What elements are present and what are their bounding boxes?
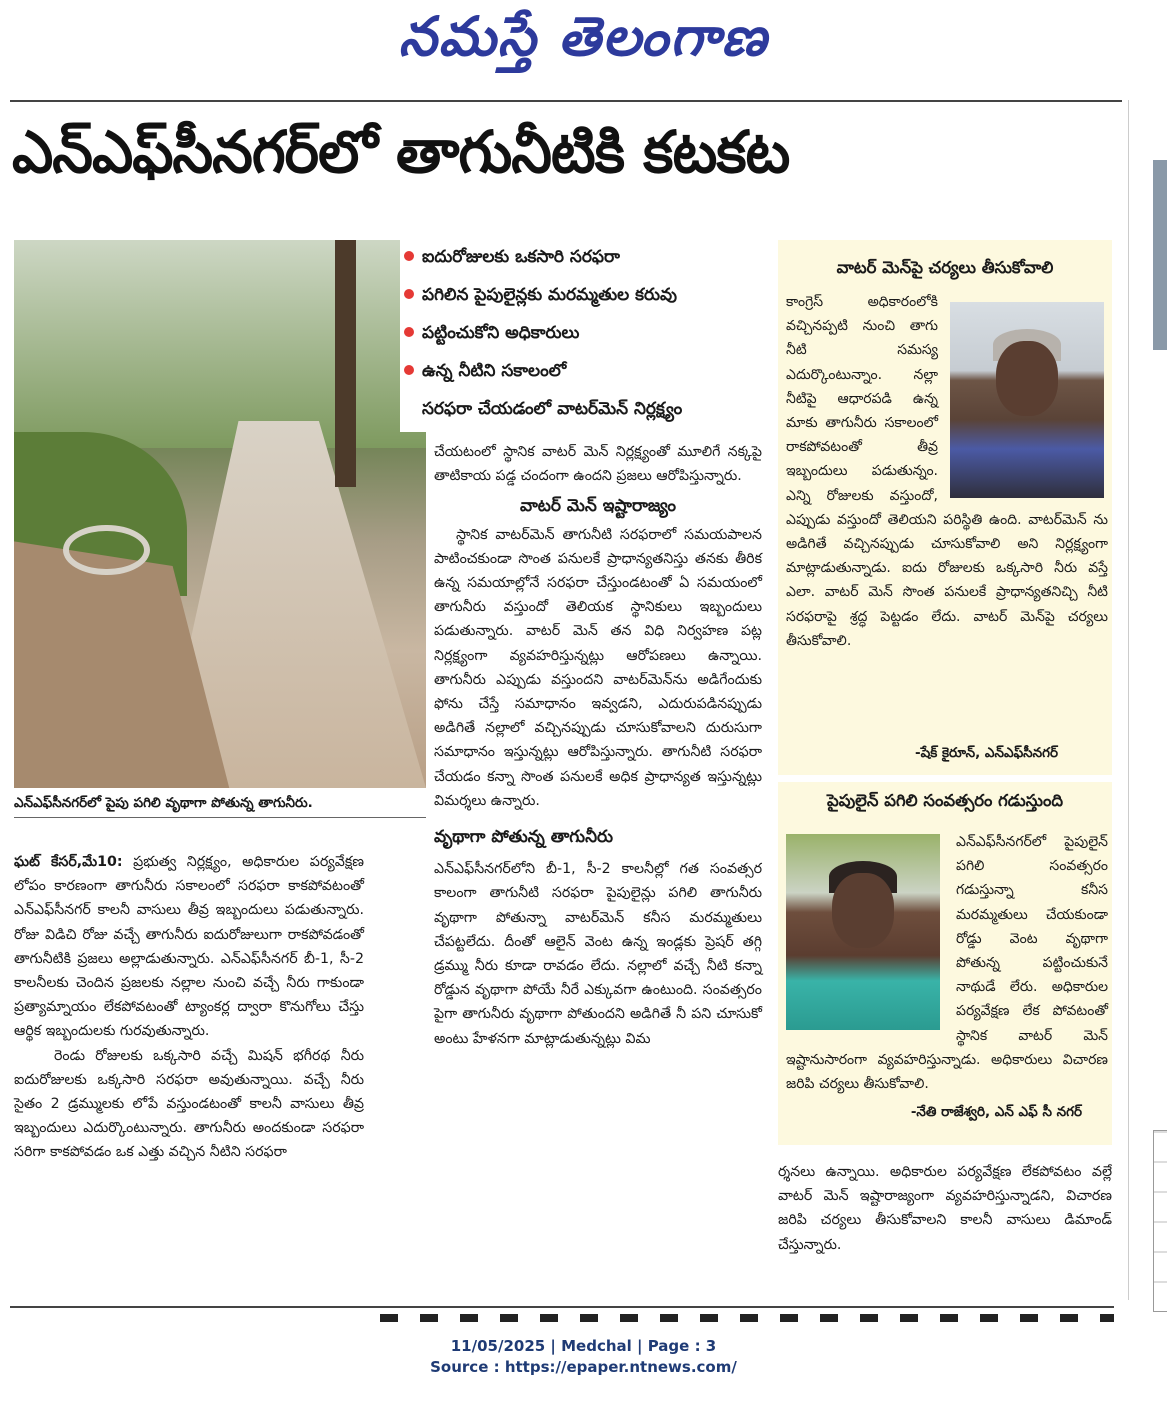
bullet-item	[404, 280, 774, 318]
bullet-text: సరఫరా చేయడంలో వాటర్‌మెన్ నిర్లక్ష్యం	[422, 399, 683, 419]
bullet-dot-icon	[404, 327, 414, 337]
bottom-rule	[10, 1306, 1114, 1308]
subhead-wasted-water: వృథాగా పోతున్న తాగునీరు	[434, 827, 613, 848]
left-para-1-text: ప్రభుత్వ నిర్లక్ష్యం, అధికారుల పర్యవేక్షణ లోపం కారణంగా తాగునీరు సకాలంలో సరఫరా కాకపోవటంతో ఎన్‌ఎఫ్‌సీనగర్ కాలనీ వాసులు తీవ్ర ఇబ్బందులు పడుతున్నారు. రోజు విడిచి రోజు వచ్చే తాగునీరు ఐదురోజులుగా రాకపోవడంతో తాగునీటికి ప్రజలు అల్లాడుతున్నారు. ఎన్‌ఎఫ్‌సీనగర్ బీ-1, సీ-2 కాలనీలకు చెందిన ప్రజలకు నల్లాల నుంచి వచ్చే నీరు గాకుండా ప్రత్యామ్నాయం లేకపోవటంతో ట్యాంకర్ల ద్వారా కొనుగోలు చేస్తు ఆర్థిక ఇబ్బందులకు గురవుతున్నారు.	[14, 854, 364, 1040]
headline: ఎన్‌ఎఫ్‌సీనగర్‌లో తాగునీటికి కటకట	[12, 118, 790, 186]
bullet-item	[404, 242, 774, 280]
bullet-item-continuation	[404, 394, 774, 432]
middle-column	[434, 440, 762, 1051]
opinion-box-2-signature: -నేతి రాజేశ్వరి, ఎన్ ఎఫ్ సీ నగర్	[910, 1104, 1082, 1120]
opinion-box-1-signature: -షేక్ కైరూన్, ఎన్‌ఎఫ్‌సీనగర్	[915, 745, 1058, 761]
masthead: నమస్తే తెలంగాణ	[398, 4, 769, 68]
road-water-leak-photo	[14, 240, 426, 788]
photo-sky	[14, 240, 426, 448]
middle-para-2: స్థానిక వాటర్‌మెన్ తాగునీటి సరఫరాలో సమయపాలన పాటించకుండా సొంత పనులకే ప్రాధాన్యతనిస్తు తనకు తీరిక ఉన్న సమయాల్లోనే సరఫరా చేస్తుండటంతో ఏ సమయంలో తాగునీరు వస్తుందో తెలియక స్థానికులు ఇబ్బందులు పడుతున్నారు. వాటర్ మెన్ తన విధి నిర్వహణ పట్ల నిర్లక్ష్యంగా వ్యవహరిస్తున్నట్లు ఆరోపణలు ఉన్నాయి. తాగునీరు ఎప్పుడు వస్తుందని వాటర్‌మెన్‌ను అడిగేందుకు ఫోను చేస్తే సమాధానం ఇవ్వడని, ఎదురుపడినప్పుడు అడిగితే నల్లాలో వచ్చినప్పుడు చూసుకోవాలని దురుసుగా సమాధానం ఇస్తున్నట్లు ఆరోపిస్తున్నారు. తాగునీటి సరఫరా చేయడం కన్నా సొంత పనులకే అధిక ప్రాధాన్యత ఇస్తున్నట్లు విమర్శలు ఉన్నారు.	[434, 526, 762, 809]
middle-para-3: ఎన్‌ఎఫ్‌సీనగర్‌లోని బీ-1, సీ-2 కాలనీల్లో గత సంవత్సర కాలంగా తాగునీటి సరఫరా పైపులైన్లు పగిలి తాగునీరు వృథాగా పోతున్నా వాటర్‌మెన్ కనీస మరమ్మతులు చేపట్టలేదు. దీంతో ఆలైన్ వెంట ఉన్న ఇండ్లకు ప్రెషర్ తగ్గి డ్రమ్ము నీరు కూడా రావడం లేదు. నల్లాలో వచ్చే నీటి కన్నా రోడ్డున వృథాగా పోయే నీరే ఎక్కువగా ఉంటుంది. సంవత్సరం పైగా తాగునీరు వృథాగా పోతుందని అడిగితే నీ పని చూసుకో అంటు హేళనగా మాట్లాడుతున్నట్లు విమ	[434, 861, 762, 1047]
opinion-box-2-heading: పైపులైన్ పగిలి సంవత్సరం గడుస్తుంది	[826, 791, 1064, 810]
subhead-waterman: వాటర్ మెన్ ఇష్టారాజ్యం	[519, 496, 677, 517]
highlight-bullets	[400, 238, 774, 432]
photo-tire	[63, 525, 149, 575]
opinion-box-1-heading: వాటర్ మెన్‌పై చర్యలు తీసుకోవాలి	[836, 258, 1054, 277]
footer-source-link[interactable]: Source : https://epaper.ntnews.com/	[430, 1358, 737, 1376]
adjacent-page-photo	[1153, 160, 1167, 350]
right-continuation: ర్శనలు ఉన్నాయి. అధికారుల పర్యవేక్షణ లేకపోవటం వల్లే వాటర్ మెన్ ఇష్టారాజ్యంగా వ్యవహరిస్తున్నాడని, విచారణ జరిపి చర్యలు తీసుకోవాలని కాలనీ వాసులు డిమాండ్ చేస్తున్నారు.	[778, 1164, 1112, 1253]
left-para-1	[14, 850, 364, 1044]
bullet-text: ఉన్న నీటిని సకాలంలో	[422, 361, 567, 381]
opinion-box-2	[778, 782, 1112, 1145]
left-para-2: రెండు రోజులకు ఒక్కసారి వచ్చే మిషన్ భగీరథ నీరు ఐదురోజులకు ఒక్కసారి సరఫరా అవుతున్నాయి. వచ్చే నీరు సైతం 2 డ్రమ్ములకు లోపే వస్తుండటంతో కాలనీ వాసులు తీవ్ర ఇబ్బందులు ఎదుర్కొంటున్నారు. తాగునీరు అందకుండా సరఫరా సరిగా కాకపోవడం ఒక ఎత్తు వచ్చిన నీటిని సరఫరా	[14, 1047, 364, 1161]
page-footer	[0, 1336, 1167, 1378]
masthead-rule	[10, 100, 1122, 102]
bullet-item	[404, 356, 774, 394]
next-article-strip	[10, 1312, 1114, 1322]
adjacent-page-table	[1153, 1130, 1167, 1312]
opinion-box-1-text: కాంగ్రెస్ అధికారంలోకి వచ్చినప్పటి నుంచి తాగు నీటి సమస్య ఎదుర్కొంటున్నాం. నల్లా నీటిపై ఆధారపడి ఉన్న మాకు తాగునీరు సకాలంలో రాకపోవటంతో తీవ్ర ఇబ్బందులు పడుతున్నం. ఎన్ని రోజులకు వస్తుందో, ఎప్పుడు వస్తుందో తెలియని పరిస్థితి ఉంది. వాటర్‌మెన్ ను అడిగితే వచ్చినప్పుడు చూసుకోవాలి అని నిర్లక్ష్యంగా మాట్లాడుతున్నాడు. ఐదు రోజులకు ఒక్కసారి నీరు వస్తే ఎలా. వాటర్ మెన్ సొంత పనులకే ప్రాధాన్యతనిచ్చి నీటి సరఫరాపై శ్రద్ధ పెట్టడం లేదు. వాటర్ మెన్‌పై చర్యలు తీసుకోవాలి.	[786, 294, 1108, 649]
photo-caption: ఎన్‌ఎఫ్‌సీనగర్‌లో పైపు పగిలి వృథాగా పోతున్న తాగునీరు.	[14, 795, 426, 818]
opinion-box-1	[778, 240, 1112, 775]
bullet-text: పగిలిన పైపులైన్లకు మరమ్మతుల కరువు	[422, 285, 677, 305]
bullet-dot-icon	[404, 365, 414, 375]
middle-para-1: చేయటంలో స్థానిక వాటర్ మెన్ నిర్లక్ష్యంతో మూలిగే నక్కపై తాటికాయ పడ్డ చందంగా ఉందని ప్రజలు ఆరోపిస్తున్నారు.	[434, 444, 762, 485]
photo-tree-trunk	[335, 240, 356, 487]
dateline: ఘట్ కేసర్,మే10:	[14, 854, 123, 870]
bullet-text: పట్టించుకోని అధికారులు	[422, 323, 580, 343]
footer-date-edition: 11/05/2025 | Medchal | Page : 3	[450, 1337, 717, 1355]
bullet-dot-icon	[404, 251, 414, 261]
bullet-dot-icon	[404, 289, 414, 299]
left-column	[14, 850, 364, 1165]
bullet-text: ఐదురోజులకు ఒకసారి సరఫరా	[422, 247, 620, 267]
adjacent-page-edge	[1128, 100, 1167, 1300]
opinion-box-2-text: ఎన్‌ఎఫ్‌సీనగర్‌లో పైపులైన్ పగిలి సంవత్సరం గడుస్తున్నా కనీస మరమ్మతులు చేయకుండా రోడ్డు వెంట వృథాగా పోతున్న పట్టించుకునే నాథుడే లేరు. అధికారుల పర్యవేక్షణ లేక పోవటంతో స్థానిక వాటర్ మెన్ ఇష్టానుసారంగా వ్యవహరిస్తున్నాడు. అధికారులు విచారణ జరిపి చర్యలు తీసుకోవాలి.	[786, 834, 1108, 1093]
bullet-item	[404, 318, 774, 356]
